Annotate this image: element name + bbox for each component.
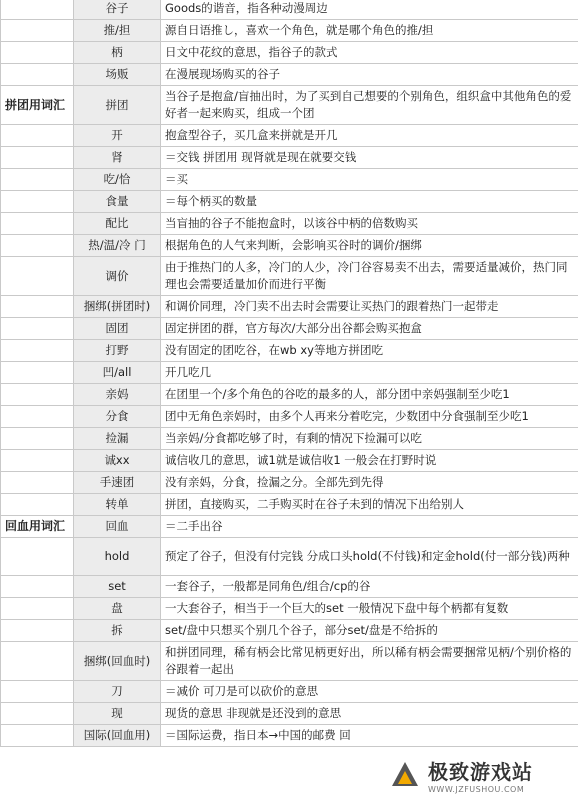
category-cell (1, 620, 74, 642)
description-cell: 固定拼团的群，官方每次/大部分出谷都会购买抱盒 (161, 318, 578, 340)
description-cell: 一套谷子，一般都是同角色/组合/cp的谷 (161, 576, 578, 598)
category-cell (1, 64, 74, 86)
term-cell: 捡漏 (74, 428, 161, 450)
table-row (1, 235, 578, 257)
category-cell (1, 428, 74, 450)
description-cell: set/盘中只想买个别几个谷子，部分set/盘是不给拆的 (161, 620, 578, 642)
category-cell (1, 450, 74, 472)
table-row (1, 703, 578, 725)
description-cell: 和拼团同理，稀有柄会比常见柄更好出，所以稀有柄会需要捆常见柄/个别价格的谷跟着一起出 (161, 642, 578, 681)
table-row (1, 125, 578, 147)
category-cell (1, 235, 74, 257)
term-cell: 现 (74, 703, 161, 725)
description-cell: 现货的意思 非现就是还没到的意思 (161, 703, 578, 725)
table-row (1, 472, 578, 494)
site-logo-icon (388, 758, 422, 792)
description-cell: 团中无角色亲妈时，由多个人再来分着吃完，少数团中分食强制至少吃1 (161, 406, 578, 428)
table-row (1, 147, 578, 169)
site-watermark (388, 752, 574, 798)
table-row (1, 642, 578, 681)
term-cell: 拼团 (74, 86, 161, 125)
category-cell (1, 169, 74, 191)
description-cell: ＝交钱 拼团用 现肾就是现在就要交钱 (161, 147, 578, 169)
description-cell: 由于推热门的人多，冷门的人少，冷门谷容易卖不出去，需要适量减价，热门同理也会需要适量加价而进行平衡 (161, 257, 578, 296)
term-cell: 开 (74, 125, 161, 147)
description-cell: 当盲抽的谷子不能抱盒时，以该谷中柄的倍数购买 (161, 213, 578, 235)
category-cell (1, 147, 74, 169)
term-cell: 食量 (74, 191, 161, 213)
description-cell: 根据角色的人气来判断，会影响买谷时的调价/捆绑 (161, 235, 578, 257)
term-cell: 谷子 (74, 0, 161, 20)
category-cell (1, 0, 74, 20)
description-cell: ＝买 (161, 169, 578, 191)
term-cell: 吃/恰 (74, 169, 161, 191)
term-cell: 打野 (74, 340, 161, 362)
category-cell (1, 257, 74, 296)
table-row (1, 318, 578, 340)
category-cell (1, 576, 74, 598)
category-cell (1, 20, 74, 42)
description-cell: ＝减价 可刀是可以砍价的意思 (161, 681, 578, 703)
table-row (1, 406, 578, 428)
watermark-url: WWW.JZFUSHOU.COM (428, 785, 525, 794)
term-cell: 柄 (74, 42, 161, 64)
table-row (1, 42, 578, 64)
term-cell: 手速团 (74, 472, 161, 494)
term-cell: 凹/all (74, 362, 161, 384)
table-row (1, 296, 578, 318)
table-row (1, 598, 578, 620)
term-cell: 诚xx (74, 450, 161, 472)
term-cell: 刀 (74, 681, 161, 703)
table-row (1, 191, 578, 213)
category-cell (1, 406, 74, 428)
term-cell: set (74, 576, 161, 598)
table-row (1, 681, 578, 703)
category-cell (1, 725, 74, 747)
table-row (1, 213, 578, 235)
category-cell (1, 296, 74, 318)
term-cell: 配比 (74, 213, 161, 235)
description-cell: 开几吃几 (161, 362, 578, 384)
description-cell: 拼团，直接购买，二手购买时在谷子未到的情况下出给别人 (161, 494, 578, 516)
table-row (1, 725, 578, 747)
category-cell (1, 642, 74, 681)
description-cell: 抱盒型谷子，买几盒来拼就是开几 (161, 125, 578, 147)
table-row (1, 428, 578, 450)
term-cell: 场贩 (74, 64, 161, 86)
description-cell: 没有固定的团吃谷，在wb xy等地方拼团吃 (161, 340, 578, 362)
category-label-group: 拼团用词汇 (1, 86, 74, 125)
table-row (1, 86, 578, 125)
table-row (1, 538, 578, 576)
category-label-resale: 回血用词汇 (1, 516, 74, 538)
table-row (1, 20, 578, 42)
category-cell (1, 598, 74, 620)
description-cell: ＝二手出谷 (161, 516, 578, 538)
table-row (1, 450, 578, 472)
table-row (1, 257, 578, 296)
description-cell: ＝每个柄买的数量 (161, 191, 578, 213)
term-cell: 国际(回血用) (74, 725, 161, 747)
term-cell: 转单 (74, 494, 161, 516)
category-cell (1, 384, 74, 406)
description-cell: 日文中花纹的意思，指谷子的款式 (161, 42, 578, 64)
term-cell: 捆绑(回血时) (74, 642, 161, 681)
category-cell (1, 681, 74, 703)
description-cell: 在漫展现场购买的谷子 (161, 64, 578, 86)
term-cell: 调价 (74, 257, 161, 296)
table-row (1, 494, 578, 516)
description-cell: ＝国际运费，指日本→中国的邮费 回 (161, 725, 578, 747)
description-cell: 当谷子是抱盒/盲抽出时，为了买到自己想要的个别角色，组织盒中其他角色的爱好者一起来购买，组成一个团 (161, 86, 578, 125)
table-row (1, 620, 578, 642)
term-cell: 拆 (74, 620, 161, 642)
table-row (1, 340, 578, 362)
category-cell (1, 213, 74, 235)
category-cell (1, 340, 74, 362)
table-row (1, 0, 578, 20)
table-row (1, 516, 578, 538)
table-row (1, 576, 578, 598)
category-cell (1, 318, 74, 340)
term-cell: 肾 (74, 147, 161, 169)
description-cell: 当亲妈/分食都吃够了时，有剩的情况下捡漏可以吃 (161, 428, 578, 450)
category-cell (1, 42, 74, 64)
table-row (1, 384, 578, 406)
description-cell: 在团里一个/多个角色的谷吃的最多的人，部分团中亲妈强制至少吃1 (161, 384, 578, 406)
table-row (1, 169, 578, 191)
category-cell (1, 191, 74, 213)
term-cell: 亲妈 (74, 384, 161, 406)
category-cell (1, 538, 74, 576)
table-row (1, 362, 578, 384)
description-cell: 源自日语推し，喜欢一个角色，就是哪个角色的推/担 (161, 20, 578, 42)
description-cell: 没有亲妈，分食，捡漏之分。全部先到先得 (161, 472, 578, 494)
watermark-title: 极致游戏站 (428, 760, 533, 784)
term-cell: 回血 (74, 516, 161, 538)
description-cell: 一大套谷子，相当于一个巨大的set 一般情况下盘中每个柄都有复数 (161, 598, 578, 620)
category-cell (1, 472, 74, 494)
category-cell (1, 362, 74, 384)
term-cell: 捆绑(拼团时) (74, 296, 161, 318)
category-cell (1, 494, 74, 516)
term-cell: 热/温/冷 门 (74, 235, 161, 257)
description-cell: Goods的谐音，指各种动漫周边 (161, 0, 578, 20)
table-row (1, 64, 578, 86)
category-cell (1, 125, 74, 147)
description-cell: 预定了谷子，但没有付完钱 分成口头hold(不付钱)和定金hold(付一部分钱)两种 (161, 538, 578, 576)
term-cell: hold (74, 538, 161, 576)
description-cell: 和调价同理，冷门卖不出去时会需要让买热门的跟着热门一起带走 (161, 296, 578, 318)
term-cell: 分食 (74, 406, 161, 428)
category-cell (1, 703, 74, 725)
term-cell: 盘 (74, 598, 161, 620)
term-cell: 推/担 (74, 20, 161, 42)
term-cell: 固团 (74, 318, 161, 340)
description-cell: 诚信收几的意思，诚1就是诚信收1 一般会在打野时说 (161, 450, 578, 472)
